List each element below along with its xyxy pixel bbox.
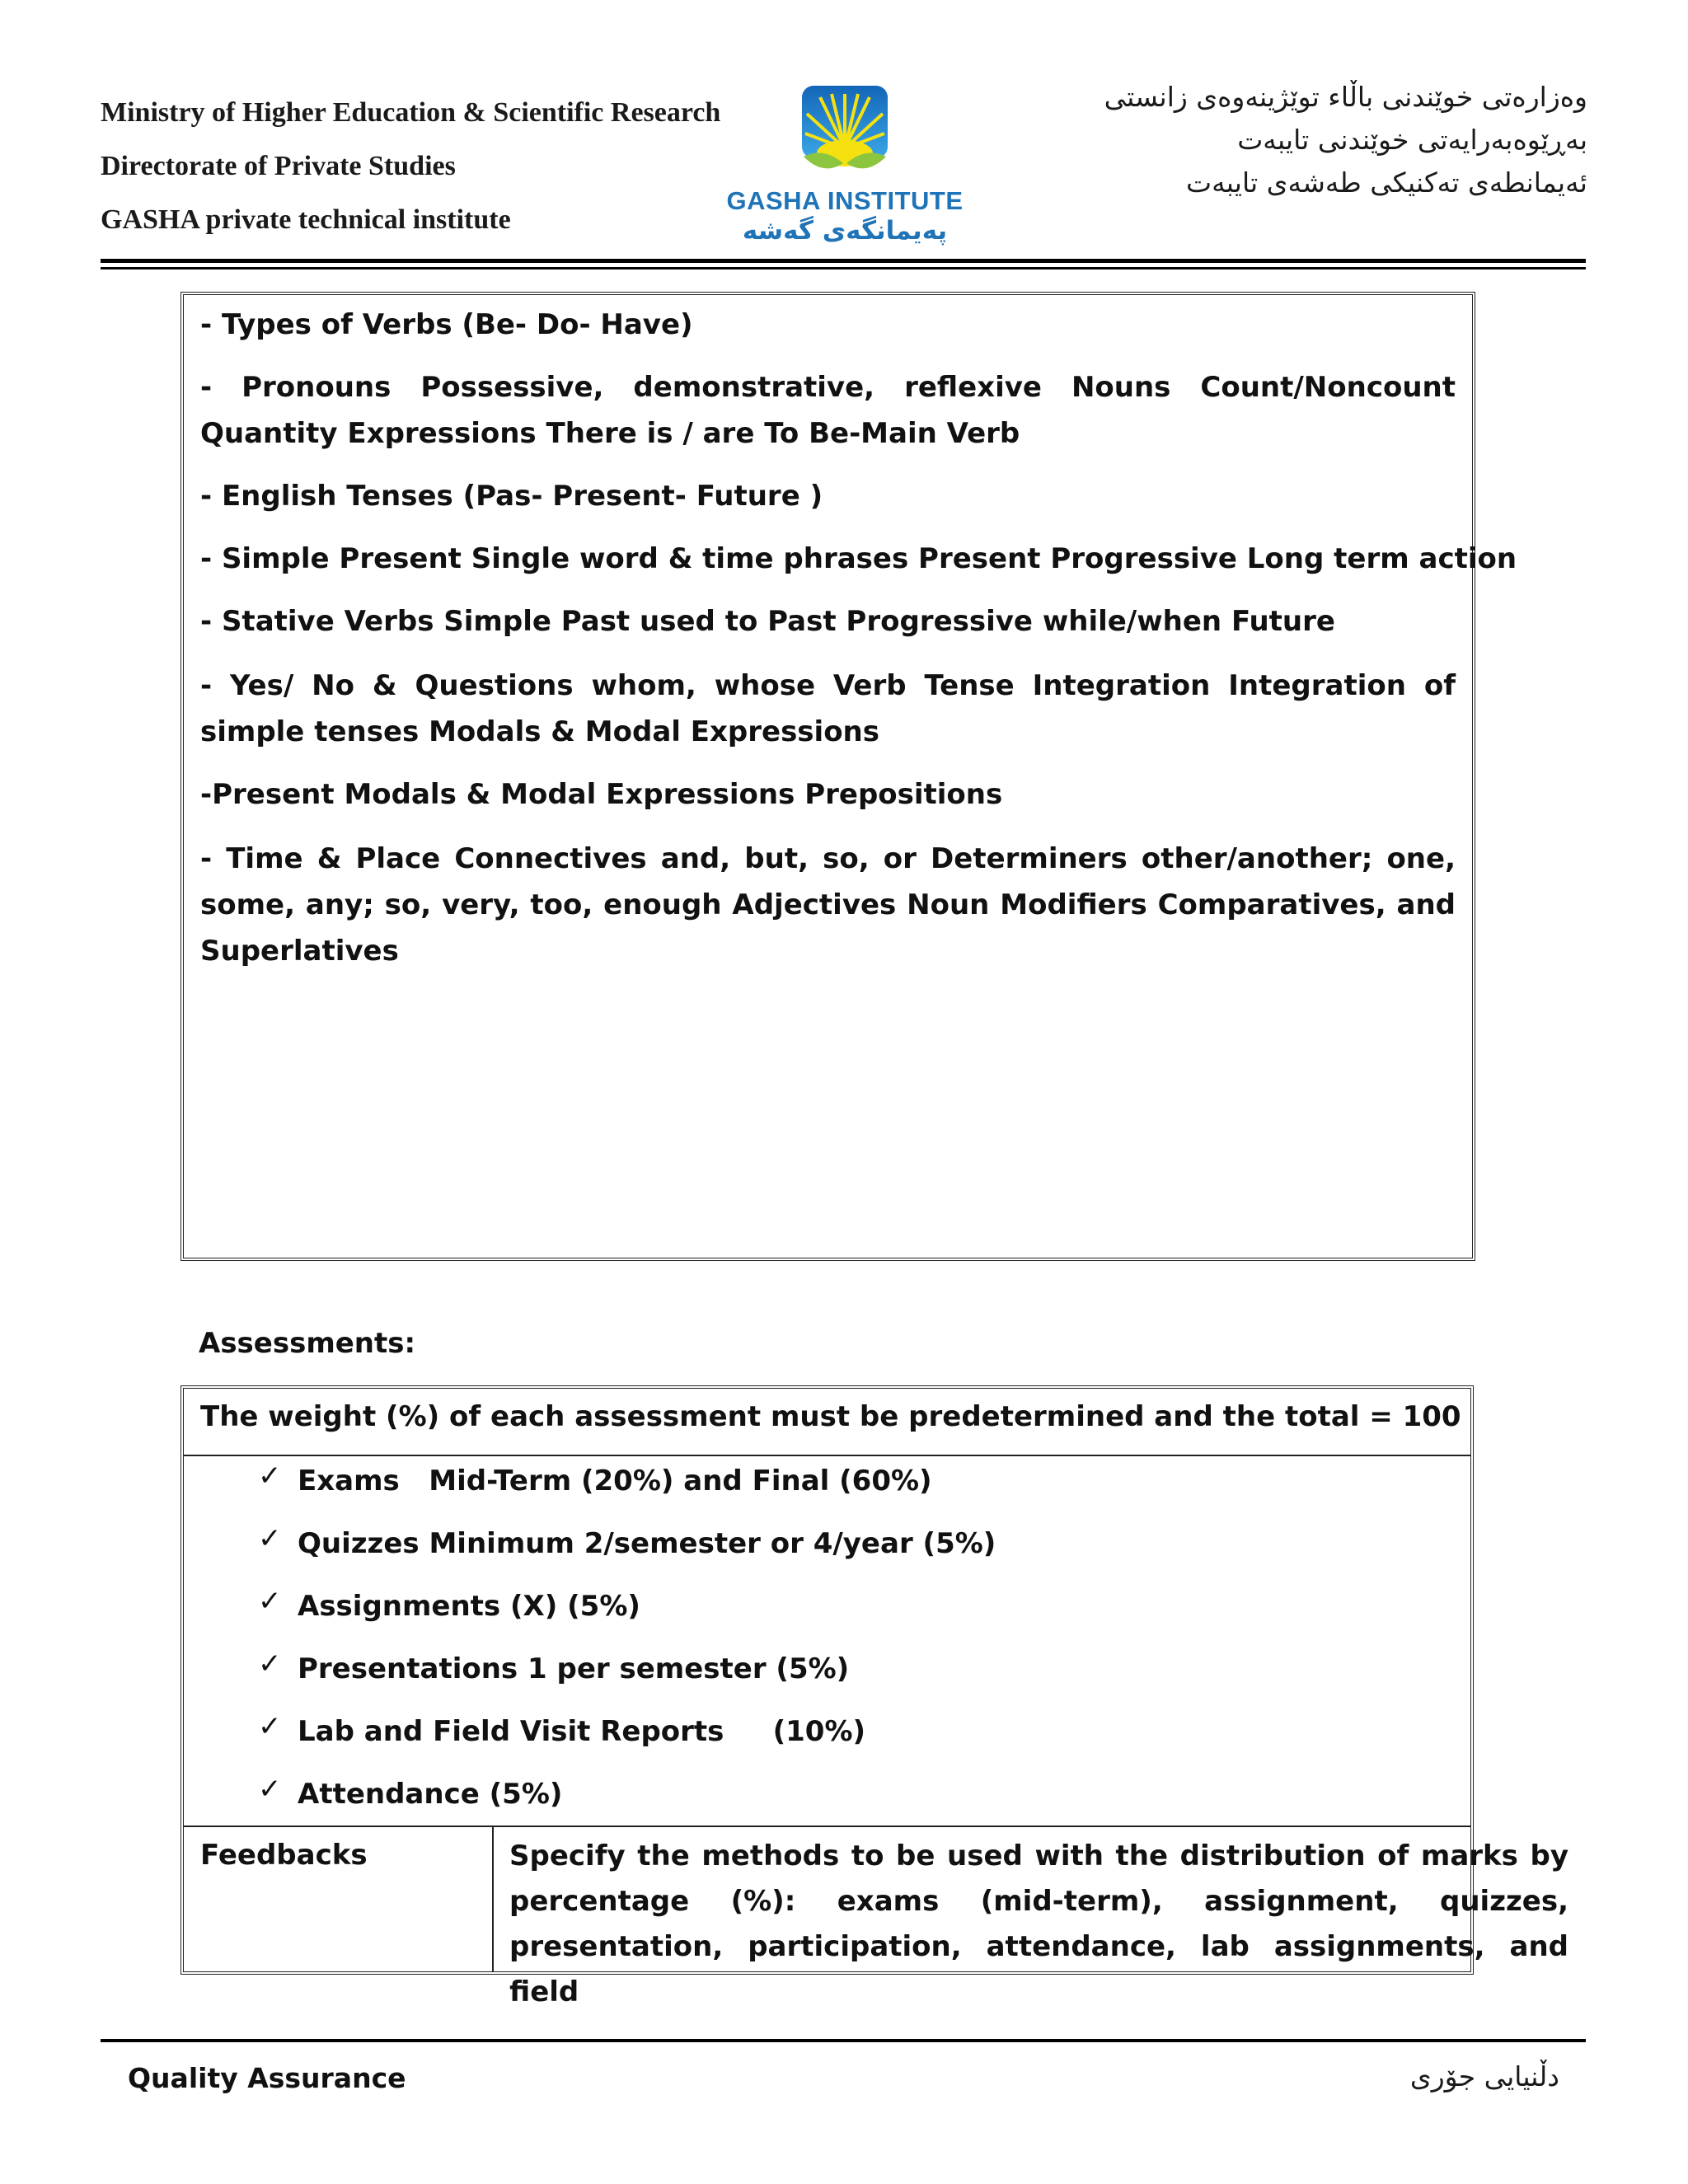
- institute-name: GASHA private technical institute: [101, 204, 511, 235]
- logo-text-kurdish: پەیمانگەی گەشە: [742, 216, 948, 246]
- assessment-item-label: Presentations 1 per semester (5%): [298, 1652, 850, 1685]
- content-paragraph: -Present Modals & Modal Expressions Prepositions: [200, 778, 1003, 811]
- footer-quality-assurance-kurdish: دڵنیایی جۆری: [1409, 2060, 1559, 2093]
- weight-note: The weight (%) of each assessment must be predetermined and the total = 100: [200, 1400, 1461, 1433]
- content-paragraph: - Time & Place Connectives and, but, so, or Determiners other/another; one, some, any; so, very, too, enough Adjectives Noun Modifiers Comparatives, and Superlatives: [200, 842, 1456, 968]
- assessment-item-label: Quizzes Minimum 2/semester or 4/year (5%): [298, 1527, 996, 1560]
- ministry-name-kurdish: وەزارەتی خوێندنی باڵاء توێژینەوەی زانستی: [1104, 81, 1587, 113]
- feedbacks-description: Specify the methods to be used with the distribution of marks by percentage (%): exams (mid-term), assignment, quizzes, presentation, participation, attendance, lab assignments, and field: [509, 1840, 1568, 2008]
- institute-name-kurdish: ئەیمانطەی تەکنیکی طەشەی تایبەت: [1186, 166, 1587, 199]
- footer-rule: [101, 2039, 1586, 2042]
- content-paragraph: - Yes/ No & Questions whom, whose Verb Tense Integration Integration of simple tenses Modals & Modal Expressions: [200, 669, 1456, 748]
- course-content-box: [181, 292, 1517, 1261]
- content-paragraph: - Pronouns Possessive, demonstrative, reflexive Nouns Count/Noncount Quantity Expressions There is / are To Be-Main Verb: [200, 371, 1456, 450]
- assessment-item-label: Exams Mid-Term (20%) and Final (60%): [298, 1465, 932, 1497]
- assessment-item-label: Assignments (X) (5%): [298, 1590, 640, 1623]
- table-divider: [184, 1455, 1470, 1456]
- checkmark-icon: ✓: [258, 1522, 282, 1555]
- checkmark-icon: ✓: [258, 1460, 282, 1493]
- directorate-name: Directorate of Private Studies: [101, 151, 456, 181]
- assessment-item-label: Attendance (5%): [298, 1778, 563, 1811]
- table-divider: [184, 1825, 1470, 1827]
- logo-text-english: GASHA INSTITUTE: [726, 186, 964, 215]
- header-rule-thin: [101, 267, 1586, 269]
- checkmark-icon: ✓: [258, 1647, 282, 1680]
- assessments-table: [181, 1385, 1568, 2008]
- feedbacks-label: Feedbacks: [200, 1839, 368, 1872]
- content-paragraph: - English Tenses (Pas- Present- Future ): [200, 480, 823, 513]
- header-rule-thick: [101, 259, 1586, 263]
- content-paragraph: - Stative Verbs Simple Past used to Past Progressive while/when Future: [200, 605, 1335, 638]
- checkmark-icon: ✓: [258, 1585, 282, 1618]
- assessments-heading: Assessments:: [199, 1327, 416, 1360]
- content-paragraph: - Types of Verbs (Be- Do- Have): [200, 308, 693, 341]
- gasha-institute-logo: [725, 84, 973, 249]
- content-paragraph: - Simple Present Single word & time phrases Present Progressive Long term action: [200, 542, 1517, 575]
- assessment-item-label: Lab and Field Visit Reports (10%): [298, 1715, 866, 1748]
- sunrise-leaf-logo-icon: [795, 84, 894, 183]
- checkmark-icon: ✓: [258, 1773, 282, 1806]
- footer-quality-assurance: Quality Assurance: [128, 2062, 406, 2094]
- table-column-divider: [492, 1825, 494, 1971]
- directorate-name-kurdish: بەڕێوەبەرایەتی خوێندنی تایبەت: [1237, 124, 1587, 156]
- ministry-name: Ministry of Higher Education & Scientific Research: [101, 97, 721, 128]
- checkmark-icon: ✓: [258, 1710, 282, 1743]
